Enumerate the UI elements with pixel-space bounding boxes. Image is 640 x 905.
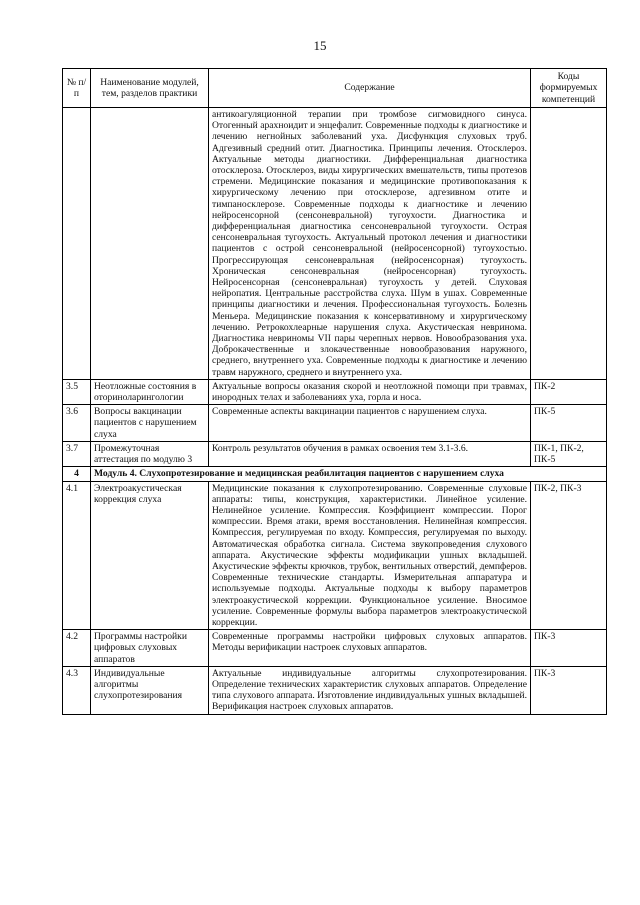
header-name: Наименование модулей, тем, разделов практики — [91, 69, 209, 108]
header-num: № п/п — [63, 69, 91, 108]
module-row — [63, 467, 607, 481]
row-num — [63, 108, 91, 380]
row-name: Индивидуальные алгоритмы слухопротезирования — [91, 666, 209, 714]
row-content: Современные программы настройки цифровых слуховых аппаратов. Методы верификации настроек слуховых аппаратов. — [209, 630, 531, 667]
row-num: 3.6 — [63, 405, 91, 442]
table-row — [63, 481, 607, 630]
page-number: 15 — [313, 38, 327, 53]
table-row — [63, 441, 607, 466]
row-codes: ПК-2, ПК-3 — [531, 481, 607, 630]
row-name — [91, 108, 209, 380]
row-num: 3.7 — [63, 441, 91, 466]
row-content: Современные аспекты вакцинации пациентов с нарушением слуха. — [209, 405, 531, 442]
module-num: 4 — [63, 467, 91, 481]
row-num: 4.1 — [63, 481, 91, 630]
row-content: Контроль результатов обучения в рамках освоения тем 3.1-3.6. — [209, 441, 531, 466]
table-row — [63, 108, 607, 380]
row-name: Электроакустическая коррекция слуха — [91, 481, 209, 630]
row-name: Вопросы вакцинации пациентов с нарушением слуха — [91, 405, 209, 442]
curriculum-table — [62, 68, 607, 715]
row-content: Медицинские показания к слухопротезированию. Современные слуховые аппараты: типы, конструкция, характеристики. Линейное усиление. Нелинейное усиление. Компрессия. Коэффициент компрессии. Порог компрессии. Время атаки, время восстановления. Нелинейная компрессия. Компрессия, регулируемая по входу. Компрессия, регулируемая по выходу. Автоматическая обработка сигнала. Система звукопроведения слухового аппарата. Акустические эффекты модификации ушных вкладышей. Акустические эффекты крючков, трубок, вентильных отверстий, демпферов. Современные технические стандарты. Измерительная аппаратура и используемые подходы. Актуальные подходы к выбору параметров электроакустической коррекции. Функциональное усиление. Вносимое усиление. Современные формулы выбора параметров электроакустической коррекции. — [209, 481, 531, 630]
table-row — [63, 379, 607, 404]
table-row — [63, 630, 607, 667]
row-content: антикоагуляционной терапии при тромбозе сигмовидного синуса. Отогенный арахноидит и энцефалит. Современные подходы к диагностике и лечению негнойных заболеваний уха. Дисфункция слуховых труб. Адгезивный средний отит. Диагностика. Принципы лечения. Отосклероз. Актуальные методы диагностики. Дифференциальная диагностика отосклероза. Отосклероз, виды хирургических вмешательств, типы протезов стремени. Медицинские показания и медицинские противопоказания к хирургическому лечению при отосклерозе, адгезивном отите и тимпаносклерозе. Современные подходы к диагностике и лечению нейросенсорной (сенсоневральной) тугоухости. Диагностика и дифференциальная диагностика сенсоневральной тугоухости. Острая сенсоневральная тугоухость. Актуальный протокол лечения и диагностики пациентов с острой сенсоневральной (нейросенсорной) тугоухостью. Прогрессирующая сенсоневральная (нейросенсорная) тугоухость. Хроническая сенсоневральная (нейросенсорная) тугоухость. Нейросенсорная (сенсоневральная) тугоухость у детей. Слуховая нейропатия. Центральные расстройства слуха. Шум в ушах. Современные принципы диагностики и лечения. Профессиональная тугоухость. Болезнь Меньера. Медицинские показания к консервативному и хирургическому лечению. Ретрокохлеарные нарушения слуха. Акустическая невринома. Диагностика невриномы VII пары черепных нервов. Новообразования уха. Доброкачественные и злокачественные новообразования наружного, среднего, внутреннего уха. Современные подходы к диагностике и лечению травм наружного, среднего и внутреннего уха. — [209, 108, 531, 380]
row-num: 4.3 — [63, 666, 91, 714]
row-content: Актуальные индивидуальные алгоритмы слухопротезирования. Определение технических характеристик слуховых аппаратов. Определение типа слухового аппарата. Изготовление индивидуальных ушных вкладышей. Верификация настроек слуховых аппаратов. — [209, 666, 531, 714]
row-codes: ПК-2 — [531, 379, 607, 404]
row-codes: ПК-3 — [531, 630, 607, 667]
table-row — [63, 405, 607, 442]
header-codes: Коды формируемых компетенций — [531, 69, 607, 108]
row-codes: ПК-5 — [531, 405, 607, 442]
row-content: Актуальные вопросы оказания скорой и неотложной помощи при травмах, инородных телах и заболеваниях уха, горла и носа. — [209, 379, 531, 404]
row-num: 3.5 — [63, 379, 91, 404]
row-codes: ПК-1, ПК-2, ПК-5 — [531, 441, 607, 466]
row-name: Промежуточная аттестация по модулю 3 — [91, 441, 209, 466]
row-codes — [531, 108, 607, 380]
row-name: Программы настройки цифровых слуховых аппаратов — [91, 630, 209, 667]
header-content: Содержание — [209, 69, 531, 108]
row-num: 4.2 — [63, 630, 91, 667]
row-codes: ПК-3 — [531, 666, 607, 714]
module-title: Модуль 4. Слухопротезирование и медицинская реабилитация пациентов с нарушением слуха — [91, 467, 607, 481]
row-name: Неотложные состояния в оториноларингологии — [91, 379, 209, 404]
table-row — [63, 666, 607, 714]
table-header-row — [63, 69, 607, 108]
